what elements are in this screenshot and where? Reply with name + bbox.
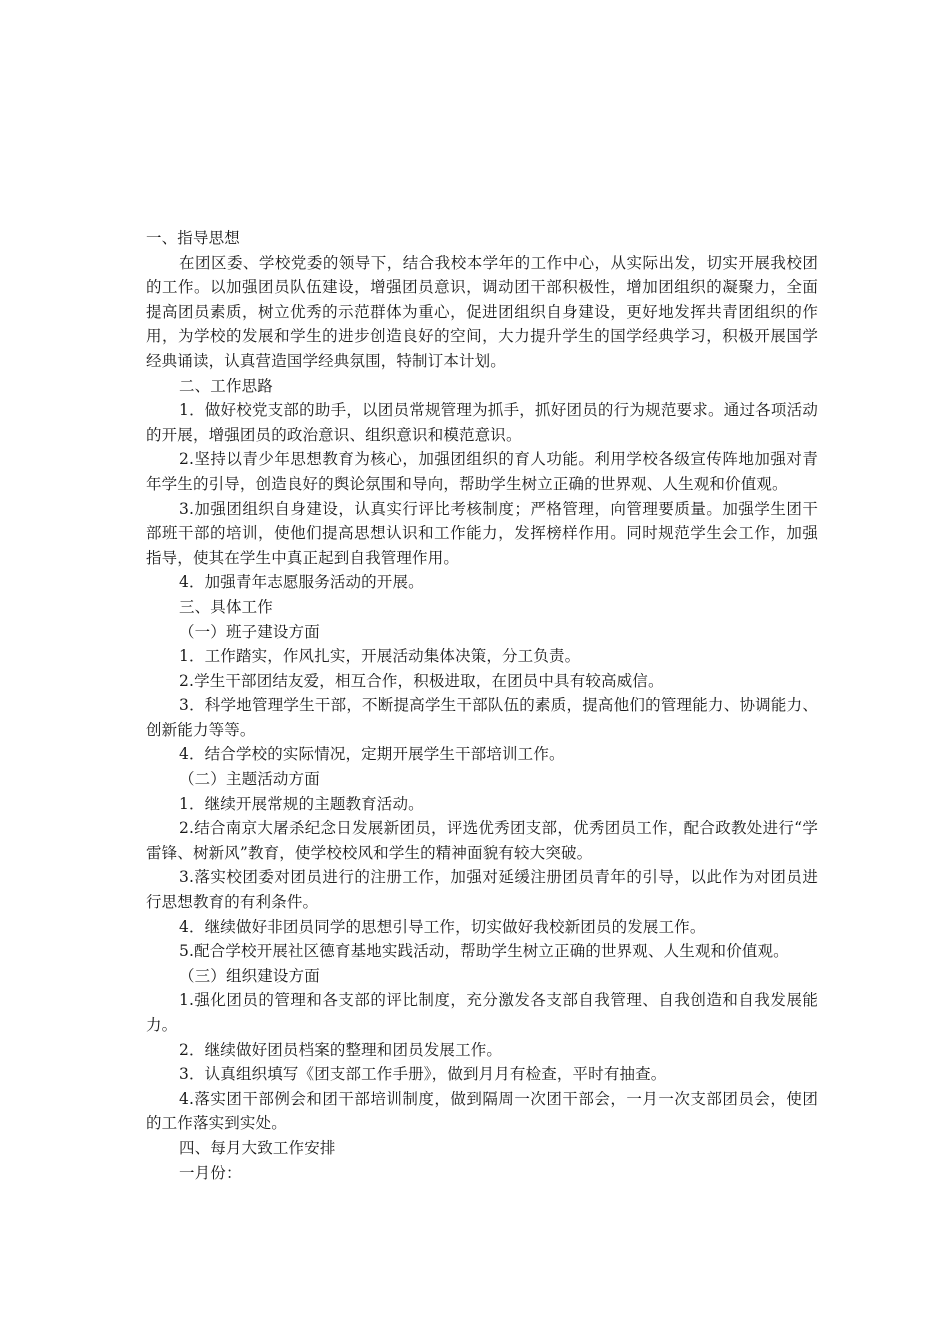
subsection-heading-organization: （三）组织建设方面 [179,966,320,985]
list-item-organization-2: 2．继续做好团员档案的整理和团员发展工作。 [179,1040,503,1059]
document-body [146,226,818,1185]
list-item-activity-1: 1．继续开展常规的主题教育活动。 [179,794,424,813]
list-item-approach-3: 3.加强团组织自身建设，认真实行评比考核制度；严格管理，向管理要质量。加强学生团干部班干部的培训，使他们提高思想认识和工作能力，发挥榜样作用。同时规范学生会工作，加强指导，使其在学生中真正起到自我管理作用。 [146,499,818,567]
list-item-organization-1: 1.强化团员的管理和各支部的评比制度，充分激发各支部自我管理、自我创造和自我发展能力。 [146,991,818,1034]
section-heading-guiding-thought: 一、指导思想 [146,229,240,247]
list-item-team-1: 1．工作踏实，作风扎实，开展活动集体决策，分工负责。 [179,647,581,666]
paragraph-guiding-thought: 在团区委、学校党委的领导下，结合我校本学年的工作中心，从实际出发，切实开展我校团的工作。以加强团员队伍建设，增强团员意识，调动团干部积极性，增加团组织的凝聚力，全面提高团员素质，树立优秀的示范群体为重心，促进团组织自身建设，更好地发挥共青团组织的作用，为学校的发展和学生的进步创造良好的空间，大力提升学生的国学经典学习，积极开展国学经典诵读，认真营造国学经典氛围，特制订本计划。 [146,253,818,370]
list-item-team-4: 4．结合学校的实际情况，定期开展学生干部培训工作。 [179,745,565,764]
list-item-organization-4: 4.落实团干部例会和团干部培训制度，做到隔周一次团干部会，一月一次支部团员会，使团的工作落实到实处。 [146,1089,818,1133]
month-label-january: 一月份： [179,1163,242,1182]
list-item-activity-3: 3.落实校团委对团员进行的注册工作，加强对延缓注册团员青年的引导，以此作为对团员进行思想教育的有利条件。 [146,868,818,912]
list-item-organization-3: 3．认真组织填写《团支部工作手册》，做到月月有检查，平时有抽查。 [179,1065,667,1084]
list-item-approach-2: 2.坚持以青少年思想教育为核心，加强团组织的育人功能。利用学校各级宣传阵地加强对青年学生的引导，创造良好的舆论氛围和导向，帮助学生树立正确的世界观、人生观和价值观。 [146,450,818,493]
section-heading-monthly-plan: 四、每月大致工作安排 [179,1138,336,1157]
section-heading-work-approach: 二、工作思路 [179,376,273,395]
list-item-team-3: 3．科学地管理学生干部，不断提高学生干部队伍的素质，提高他们的管理能力、协调能力、创新能力等等。 [146,696,818,739]
list-item-activity-2: 2.结合南京大屠杀纪念日发展新团员，评选优秀团支部，优秀团员工作，配合政教处进行“学雷锋、树新风”教育，使学校校风和学生的精神面貌有较大突破。 [146,819,818,862]
subsection-heading-theme-activities: （二）主题活动方面 [179,770,320,789]
list-item-approach-1: 1．做好校党支部的助手，以团员常规管理为抓手，抓好团员的行为规范要求。通过各项活动的开展，增强团员的政治意识、组织意识和模范意识。 [146,401,818,444]
section-heading-specific-work: 三、具体工作 [179,597,273,616]
list-item-team-2: 2.学生干部团结友爱，相互合作，积极进取，在团员中具有较高威信。 [179,671,664,690]
subsection-heading-team-building: （一）班子建设方面 [179,622,320,641]
list-item-activity-4: 4．继续做好非团员同学的思想引导工作，切实做好我校新团员的发展工作。 [179,917,706,936]
list-item-activity-5: 5.配合学校开展社区德育基地实践活动，帮助学生树立正确的世界观、人生观和价值观。 [179,942,789,961]
list-item-approach-4: 4．加强青年志愿服务活动的开展。 [179,573,424,592]
